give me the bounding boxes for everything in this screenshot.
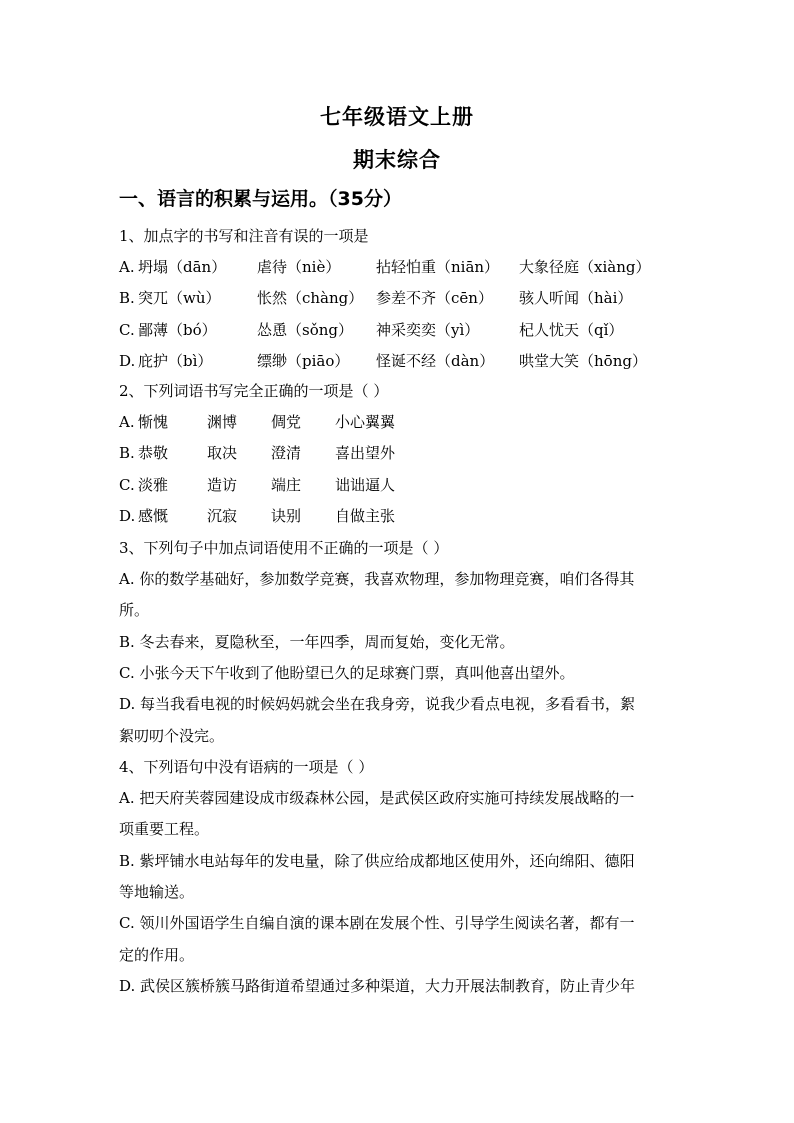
- option-item: 造访: [207, 475, 238, 494]
- question-1-stem: 1、加点字的书写和注音有误的一项是: [119, 227, 369, 245]
- option-item: 庇护（bì）: [138, 351, 213, 370]
- option-label: A.: [119, 413, 135, 431]
- option-item: 骇人听闻（hài）: [519, 289, 633, 308]
- option-item: 怂恿（sǒng）: [257, 320, 353, 339]
- option-item: 坍塌（dān）: [138, 258, 227, 276]
- option-item: 渊博: [207, 413, 238, 431]
- option-item: 杞人忧天（qǐ）: [519, 320, 624, 339]
- option-item: 参差不齐（cēn）: [376, 289, 493, 308]
- document-subtitle: 期末综合: [353, 148, 441, 172]
- question-text-line: C. 领川外国语学生自编自演的课本剧在发展个性、引导学生阅读名著，都有一: [119, 914, 635, 933]
- question-2-stem: 2、下列词语书写完全正确的一项是（ ）: [119, 382, 389, 400]
- question-text-line: 所。: [119, 601, 150, 620]
- option-item: 缥缈（piāo）: [257, 351, 350, 370]
- option-item: 淡雅: [138, 475, 169, 494]
- option-label: A.: [119, 258, 135, 276]
- option-item: 神采奕奕（yì）: [376, 320, 480, 339]
- question-text-line: A. 把天府芙蓉园建设成市级森林公园，是武侯区政府实施可持续发展战略的一: [119, 789, 635, 807]
- option-item: 沉寂: [207, 506, 238, 525]
- option-item: 喜出望外: [335, 444, 396, 463]
- question-text-line: A. 你的数学基础好，参加数学竞赛，我喜欢物理，参加物理竞赛，咱们各得其: [119, 570, 635, 588]
- option-label: B.: [119, 289, 135, 308]
- option-label: D.: [119, 506, 136, 525]
- option-item: 小心翼翼: [335, 413, 396, 431]
- option-item: 怅然（chàng）: [257, 289, 364, 308]
- option-item: 端庄: [271, 475, 302, 494]
- option-item: 恭敬: [138, 444, 169, 463]
- option-item: 惭愧: [138, 413, 169, 431]
- option-item: 澄清: [271, 444, 302, 463]
- option-item: 自做主张: [335, 506, 396, 525]
- question-text-line: D. 每当我看电视的时候妈妈就会坐在我身旁，说我少看点电视，多看看书，絮: [119, 695, 636, 714]
- option-item: 哄堂大笑（hōng）: [519, 351, 647, 370]
- option-item: 突兀（wù）: [138, 289, 221, 308]
- option-item: 诀别: [271, 506, 302, 525]
- option-item: 取决: [207, 444, 238, 463]
- option-item: 诎诎逼人: [335, 475, 396, 494]
- question-4-stem: 4、下列语句中没有语病的一项是（ ）: [119, 758, 374, 776]
- option-item: 大象径庭（xiàng）: [519, 258, 651, 276]
- option-item: 拈轻怕重（niān）: [376, 258, 500, 276]
- option-label: C.: [119, 320, 135, 339]
- question-text-line: 絮叨叨个没完。: [119, 726, 225, 745]
- question-text-line: 等地输送。: [119, 882, 195, 901]
- document-title: 七年级语文上册: [320, 105, 474, 129]
- question-text-line: B. 冬去春来，夏隐秋至，一年四季，周而复始，变化无常。: [119, 632, 515, 651]
- option-label: C.: [119, 475, 135, 494]
- question-3-stem: 3、下列句子中加点词语使用不正确的一项是（ ）: [119, 539, 449, 557]
- question-text-line: 项重要工程。: [119, 820, 210, 839]
- option-label: D.: [119, 351, 136, 370]
- option-item: 怪诞不经（dàn）: [376, 351, 495, 370]
- option-item: 鄙薄（bó）: [138, 320, 217, 339]
- section-heading: 一、语言的积累与运用。（35分）: [119, 188, 402, 210]
- question-text-line: D. 武侯区簇桥簇马路街道希望通过多种渠道，大力开展法制教育，防止青少年: [119, 976, 636, 995]
- option-item: 虐待（niè）: [257, 258, 341, 276]
- option-label: B.: [119, 444, 135, 463]
- option-item: 感慨: [138, 506, 169, 525]
- question-text-line: 定的作用。: [119, 945, 195, 964]
- question-text-line: B. 紫坪铺水电站每年的发电量，除了供应给成都地区使用外，还向绵阳、德阳: [119, 851, 635, 870]
- question-text-line: C. 小张今天下午收到了他盼望已久的足球赛门票，真叫他喜出望外。: [119, 663, 575, 682]
- option-item: 倜党: [271, 413, 302, 431]
